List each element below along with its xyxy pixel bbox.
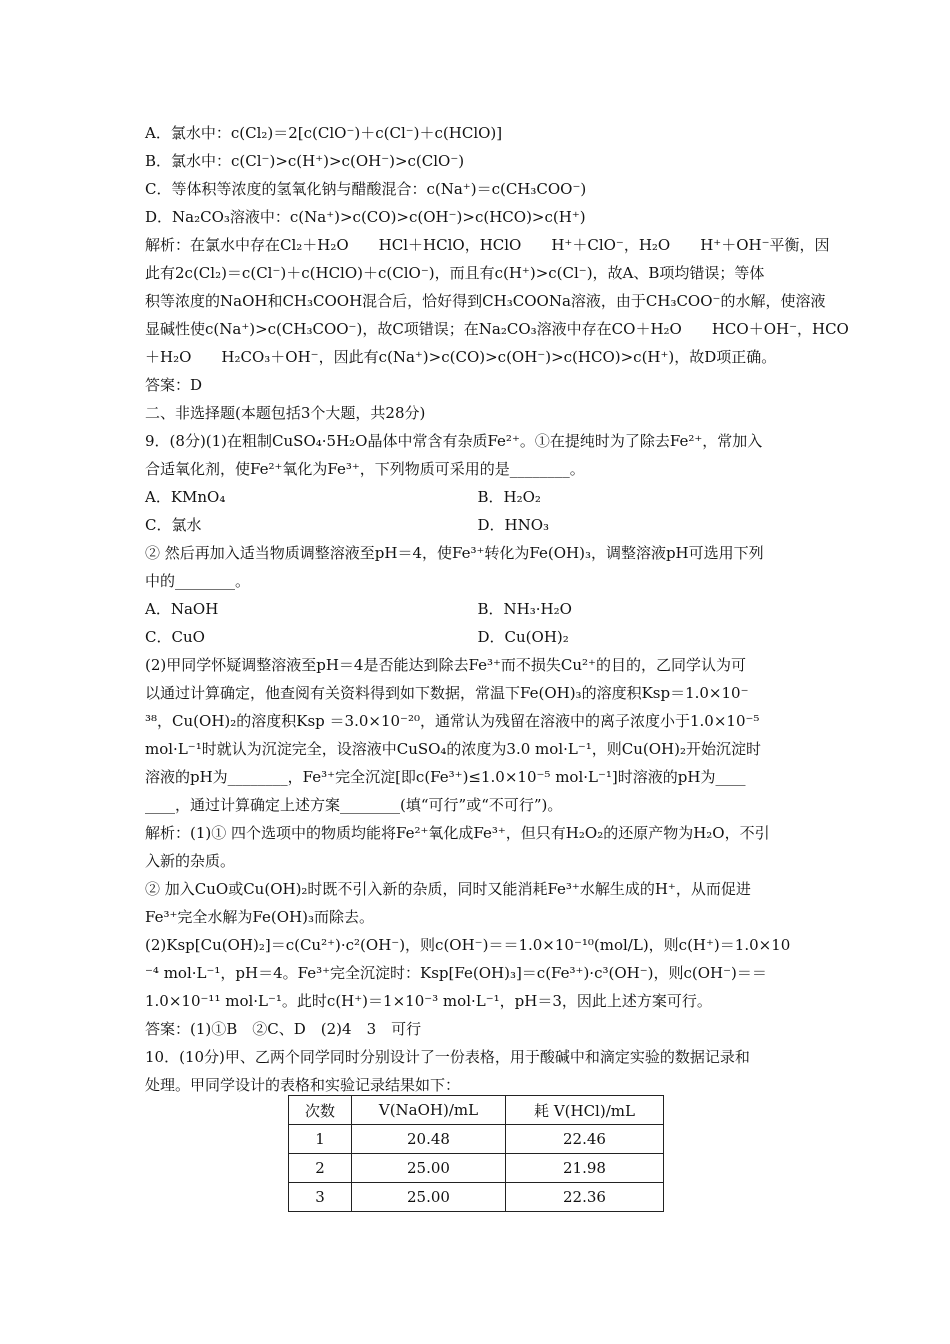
option-d: D．Cu(OH)₂ xyxy=(477,628,569,646)
analysis-line: ② 加入CuO或Cu(OH)₂时既不引入新的杂质，同时又能消耗Fe³⁺水解生成的H⁺，从而促进 xyxy=(145,880,751,898)
analysis-line: (2)Ksp[Cu(OH)₂]＝c(Cu²⁺)·c²(OH⁻)，则c(OH⁻)＝＝1.0×10⁻¹⁰(mol/L)，则c(H⁺)＝1.0×10 xyxy=(145,936,791,954)
option-d: D．Na₂CO₃溶液中：c(Na⁺)>c(CO)>c(OH⁻)>c(HCO)>c(H⁺) xyxy=(145,208,586,226)
analysis-line: 积等浓度的NaOH和CH₃COOH混合后，恰好得到CH₃COONa溶液，由于CH₃COO⁻的水解，使溶液 xyxy=(145,292,826,310)
options-row xyxy=(145,483,810,511)
answer-line: 答案：(1)①B ②C、D (2)4 3 可行 xyxy=(145,1020,422,1038)
table-header-cell: 耗 V(HCl)/mL xyxy=(506,1096,664,1125)
analysis-line: 解析：(1)① 四个选项中的物质均能将Fe²⁺氧化成Fe³⁺，但只有H₂O₂的还原产物为H₂O，不引 xyxy=(145,824,770,842)
table-cell: 25.00 xyxy=(352,1154,506,1183)
table-header-cell: V(NaOH)/mL xyxy=(352,1096,506,1125)
table-cell: 21.98 xyxy=(506,1154,664,1183)
analysis-line: ⁻⁴ mol·L⁻¹，pH＝4。Fe³⁺完全沉淀时：Ksp[Fe(OH)₃]＝c(Fe³⁺)·c³(OH⁻)，则c(OH⁻)＝＝ xyxy=(145,964,767,982)
question-line: ____，通过计算确定上述方案________(填“可行”或“不可行”)。 xyxy=(145,796,563,814)
question-line: (2)甲同学怀疑调整溶液至pH＝4是否能达到除去Fe³⁺而不损失Cu²⁺的目的，乙同学认为可 xyxy=(145,656,746,674)
question-10-block xyxy=(145,1043,810,1099)
option-c: C．CuO xyxy=(145,628,205,646)
question-line: 以通过计算确定，他查阅有关资料得到如下数据，常温下Fe(OH)₃的溶度积Ksp＝1.0×10⁻ xyxy=(145,684,749,702)
document-body xyxy=(145,119,849,1099)
table-cell: 1 xyxy=(289,1125,352,1154)
question-line: 9．(8分)(1)在粗制CuSO₄·5H₂O晶体中常含有杂质Fe²⁺。①在提纯时为了除去Fe²⁺，常加入 xyxy=(145,432,763,450)
table-cell: 20.48 xyxy=(352,1125,506,1154)
question-line: ³⁸，Cu(OH)₂的溶度积Ksp ＝3.0×10⁻²⁰，通常认为残留在溶液中的离子浓度小于1.0×10⁻⁵ xyxy=(145,712,760,730)
analysis-line: ＋H₂O H₂CO₃＋OH⁻，因此有c(Na⁺)>c(CO)>c(OH⁻)>c(HCO)>c(H⁺)，故D项正确。 xyxy=(145,348,777,366)
option-a: A．KMnO₄ xyxy=(145,488,226,506)
titration-data-table xyxy=(288,1095,664,1212)
analysis-line: 1.0×10⁻¹¹ mol·L⁻¹。此时c(H⁺)＝1×10⁻³ mol·L⁻¹，pH＝3，因此上述方案可行。 xyxy=(145,992,712,1010)
question-9-block xyxy=(145,427,810,1043)
table-cell: 22.46 xyxy=(506,1125,664,1154)
question-line: mol·L⁻¹时就认为沉淀完全，设溶液中CuSO₄的浓度为3.0 mol·L⁻¹，则Cu(OH)₂开始沉淀时 xyxy=(145,740,762,758)
option-b: B．氯水中：c(Cl⁻)>c(H⁺)>c(OH⁻)>c(ClO⁻) xyxy=(145,152,465,170)
option-b: B．NH₃·H₂O xyxy=(477,600,572,618)
option-c: C．等体积等浓度的氢氧化钠与醋酸混合：c(Na⁺)＝c(CH₃COO⁻) xyxy=(145,180,587,198)
section-heading: 二、非选择题(本题包括3个大题，共28分) xyxy=(145,404,426,422)
table-cell: 22.36 xyxy=(506,1183,664,1212)
analysis-line: 解析：在氯水中存在Cl₂＋H₂O HCl＋HClO，HClO H⁺＋ClO⁻，H₂O H⁺＋OH⁻平衡，因 xyxy=(145,236,830,254)
answer-line: 答案：D xyxy=(145,376,203,394)
table-cell: 2 xyxy=(289,1154,352,1183)
option-b: B．H₂O₂ xyxy=(477,488,541,506)
table-row xyxy=(289,1125,664,1154)
analysis-line: 显碱性使c(Na⁺)>c(CH₃COO⁻)，故C项错误；在Na₂CO₃溶液中存在CO＋H₂O HCO＋OH⁻，HCO xyxy=(145,320,849,338)
table-cell: 3 xyxy=(289,1183,352,1212)
question-line: 溶液的pH为________，Fe³⁺完全沉淀[即c(Fe³⁺)≤1.0×10⁻⁵ mol·L⁻¹]时溶液的pH为____ xyxy=(145,768,746,786)
question-line: 合适氧化剂，使Fe²⁺氧化为Fe³⁺，下列物质可采用的是________。 xyxy=(145,460,585,478)
question-line: 处理。甲同学设计的表格和实验记录结果如下： xyxy=(145,1076,461,1094)
analysis-line: 入新的杂质。 xyxy=(145,852,236,870)
table-header-cell: 次数 xyxy=(289,1096,352,1125)
analysis-line: Fe³⁺完全水解为Fe(OH)₃而除去。 xyxy=(145,908,374,926)
option-a: A．氯水中：c(Cl₂)＝2[c(ClO⁻)＋c(Cl⁻)＋c(HClO)] xyxy=(145,124,503,142)
options-row xyxy=(145,623,810,651)
question-line: ② 然后再加入适当物质调整溶液至pH＝4，使Fe³⁺转化为Fe(OH)₃，调整溶液pH可选用下列 xyxy=(145,544,764,562)
table-cell: 25.00 xyxy=(352,1183,506,1212)
question-line: 10．(10分)甲、乙两个同学同时分别设计了一份表格，用于酸碱中和滴定实验的数据记录和 xyxy=(145,1048,750,1066)
analysis-line: 此有2c(Cl₂)＝c(Cl⁻)＋c(HClO)＋c(ClO⁻)，而且有c(H⁺)>c(Cl⁻)，故A、B项均错误；等体 xyxy=(145,264,765,282)
options-row xyxy=(145,511,810,539)
option-d: D．HNO₃ xyxy=(477,516,550,534)
options-row xyxy=(145,595,810,623)
question-line: 中的________。 xyxy=(145,572,251,590)
table-row xyxy=(289,1154,664,1183)
table-row xyxy=(289,1183,664,1212)
option-a: A．NaOH xyxy=(145,600,219,618)
option-c: C．氯水 xyxy=(145,516,202,534)
question-8-block xyxy=(145,119,849,399)
table-header-row xyxy=(289,1096,664,1125)
